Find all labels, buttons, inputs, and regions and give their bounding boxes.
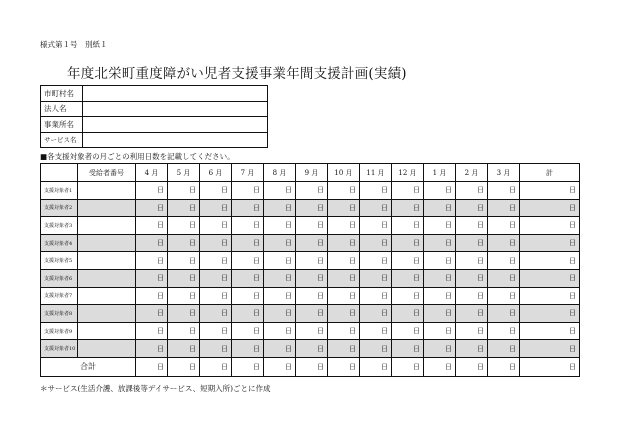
month-total-cell[interactable]: 日 [360, 357, 392, 376]
day-count-cell[interactable]: 日 [328, 305, 360, 323]
day-count-cell[interactable]: 日 [392, 199, 424, 217]
day-count-cell[interactable]: 日 [168, 322, 200, 340]
table-row [41, 287, 580, 305]
day-count-cell[interactable]: 日 [200, 269, 232, 287]
day-count-cell[interactable]: 日 [360, 234, 392, 252]
day-count-cell[interactable]: 日 [232, 340, 264, 358]
day-count-cell[interactable]: 日 [424, 340, 456, 358]
row-label: 支援対象者10 [41, 340, 78, 358]
month-total-cell[interactable]: 日 [456, 357, 488, 376]
day-count-cell[interactable]: 日 [264, 234, 296, 252]
day-count-cell[interactable]: 日 [328, 252, 360, 270]
day-count-cell[interactable]: 日 [488, 322, 520, 340]
day-count-cell[interactable]: 日 [136, 182, 168, 200]
day-count-cell[interactable]: 日 [232, 305, 264, 323]
day-count-cell[interactable]: 日 [168, 234, 200, 252]
day-count-cell[interactable]: 日 [488, 182, 520, 200]
column-header: 12 月 [392, 164, 424, 182]
day-count-cell[interactable]: 日 [328, 199, 360, 217]
day-count-cell[interactable]: 日 [136, 199, 168, 217]
day-count-cell[interactable]: 日 [360, 269, 392, 287]
day-count-cell[interactable]: 日 [232, 217, 264, 235]
recipient-number-cell[interactable] [78, 305, 136, 323]
recipient-number-cell[interactable] [78, 199, 136, 217]
recipient-number-cell[interactable] [78, 182, 136, 200]
day-count-cell[interactable]: 日 [200, 182, 232, 200]
month-total-cell[interactable]: 日 [296, 357, 328, 376]
day-count-cell[interactable]: 日 [392, 340, 424, 358]
day-count-cell[interactable]: 日 [136, 322, 168, 340]
day-count-cell[interactable]: 日 [232, 322, 264, 340]
day-count-cell[interactable]: 日 [168, 340, 200, 358]
month-total-cell[interactable]: 日 [392, 357, 424, 376]
info-field-corporation[interactable] [83, 101, 268, 117]
day-count-cell[interactable]: 日 [456, 269, 488, 287]
row-total-cell[interactable]: 日 [520, 305, 580, 323]
day-count-cell[interactable]: 日 [360, 182, 392, 200]
month-total-cell[interactable]: 日 [136, 357, 168, 376]
day-count-cell[interactable]: 日 [424, 322, 456, 340]
day-count-cell[interactable]: 日 [264, 217, 296, 235]
day-count-cell[interactable]: 日 [360, 199, 392, 217]
info-field-service[interactable] [83, 132, 268, 148]
month-total-cell[interactable]: 日 [232, 357, 264, 376]
day-count-cell[interactable]: 日 [456, 305, 488, 323]
column-header: 8 月 [264, 164, 296, 182]
day-count-cell[interactable]: 日 [264, 322, 296, 340]
day-count-cell[interactable]: 日 [392, 287, 424, 305]
day-count-cell[interactable]: 日 [424, 199, 456, 217]
day-count-cell[interactable]: 日 [168, 305, 200, 323]
total-row [41, 357, 580, 376]
column-header: 6 月 [200, 164, 232, 182]
info-label-service: サービス名 [41, 132, 83, 148]
day-count-cell[interactable]: 日 [296, 252, 328, 270]
day-count-cell[interactable]: 日 [264, 252, 296, 270]
day-count-cell[interactable]: 日 [296, 269, 328, 287]
day-count-cell[interactable]: 日 [296, 182, 328, 200]
day-count-cell[interactable]: 日 [360, 217, 392, 235]
day-count-cell[interactable]: 日 [296, 287, 328, 305]
column-header: 10 月 [328, 164, 360, 182]
day-count-cell[interactable]: 日 [488, 199, 520, 217]
day-count-cell[interactable]: 日 [168, 199, 200, 217]
day-count-cell[interactable]: 日 [392, 234, 424, 252]
day-count-cell[interactable]: 日 [200, 340, 232, 358]
day-count-cell[interactable]: 日 [424, 217, 456, 235]
day-count-cell[interactable]: 日 [168, 182, 200, 200]
day-count-cell[interactable]: 日 [136, 217, 168, 235]
row-total-cell[interactable]: 日 [520, 252, 580, 270]
table-row [41, 269, 580, 287]
table-row [41, 340, 580, 358]
day-count-cell[interactable]: 日 [232, 182, 264, 200]
day-count-cell[interactable]: 日 [328, 182, 360, 200]
day-count-cell[interactable]: 日 [296, 217, 328, 235]
day-count-cell[interactable]: 日 [328, 234, 360, 252]
day-count-cell[interactable]: 日 [200, 252, 232, 270]
column-header: 受給者番号 [78, 164, 136, 182]
day-count-cell[interactable]: 日 [360, 287, 392, 305]
month-total-cell[interactable]: 日 [424, 357, 456, 376]
day-count-cell[interactable]: 日 [232, 252, 264, 270]
day-count-cell[interactable]: 日 [456, 217, 488, 235]
table-row [41, 252, 580, 270]
day-count-cell[interactable]: 日 [232, 234, 264, 252]
day-count-cell[interactable]: 日 [264, 340, 296, 358]
day-count-cell[interactable]: 日 [456, 199, 488, 217]
day-count-cell[interactable]: 日 [328, 322, 360, 340]
day-count-cell[interactable]: 日 [360, 252, 392, 270]
recipient-number-cell[interactable] [78, 322, 136, 340]
row-label: 支援対象者9 [41, 322, 78, 340]
recipient-number-cell[interactable] [78, 234, 136, 252]
day-count-cell[interactable]: 日 [328, 287, 360, 305]
day-count-cell[interactable]: 日 [232, 269, 264, 287]
day-count-cell[interactable]: 日 [200, 322, 232, 340]
day-count-cell[interactable]: 日 [168, 287, 200, 305]
day-count-cell[interactable]: 日 [136, 234, 168, 252]
day-count-cell[interactable]: 日 [456, 234, 488, 252]
day-count-cell[interactable]: 日 [488, 217, 520, 235]
day-count-cell[interactable]: 日 [328, 217, 360, 235]
table-row [41, 234, 580, 252]
day-count-cell[interactable]: 日 [392, 217, 424, 235]
instruction-note: ■各支援対象者の月ごとの利用日数を記載してください。 [40, 152, 235, 161]
day-count-cell[interactable]: 日 [264, 287, 296, 305]
month-total-cell[interactable]: 日 [264, 357, 296, 376]
recipient-number-cell[interactable] [78, 217, 136, 235]
row-total-cell[interactable]: 日 [520, 322, 580, 340]
day-count-cell[interactable]: 日 [136, 305, 168, 323]
month-total-cell[interactable]: 日 [168, 357, 200, 376]
info-field-office[interactable] [83, 117, 268, 133]
row-total-cell[interactable]: 日 [520, 199, 580, 217]
row-total-cell[interactable]: 日 [520, 182, 580, 200]
day-count-cell[interactable]: 日 [424, 305, 456, 323]
day-count-cell[interactable]: 日 [328, 340, 360, 358]
day-count-cell[interactable]: 日 [136, 252, 168, 270]
day-count-cell[interactable]: 日 [264, 305, 296, 323]
form-number: 様式第１号 別紙１ [40, 40, 108, 49]
row-label: 支援対象者7 [41, 287, 78, 305]
day-count-cell[interactable]: 日 [168, 252, 200, 270]
table-row [41, 305, 580, 323]
day-count-cell[interactable]: 日 [264, 199, 296, 217]
info-row-office [41, 117, 268, 133]
column-header: 3 月 [488, 164, 520, 182]
day-count-cell[interactable]: 日 [392, 322, 424, 340]
table-row [41, 199, 580, 217]
usage-days-table [40, 163, 580, 377]
document-title: 年度北栄町重度障がい児者支援事業年間支援計画(実績) [67, 66, 407, 82]
day-count-cell[interactable]: 日 [488, 252, 520, 270]
day-count-cell[interactable]: 日 [200, 217, 232, 235]
recipient-number-cell[interactable] [78, 252, 136, 270]
column-header: 1 月 [424, 164, 456, 182]
column-header: 計 [520, 164, 580, 182]
day-count-cell[interactable]: 日 [456, 252, 488, 270]
day-count-cell[interactable]: 日 [296, 340, 328, 358]
day-count-cell[interactable]: 日 [360, 322, 392, 340]
day-count-cell[interactable]: 日 [136, 340, 168, 358]
table-row [41, 182, 580, 200]
info-label-office: 事業所名 [41, 117, 83, 133]
row-total-cell[interactable]: 日 [520, 234, 580, 252]
row-total-cell[interactable]: 日 [520, 217, 580, 235]
month-total-cell[interactable]: 日 [488, 357, 520, 376]
header-blank [41, 164, 78, 182]
day-count-cell[interactable]: 日 [200, 287, 232, 305]
day-count-cell[interactable]: 日 [488, 340, 520, 358]
day-count-cell[interactable]: 日 [136, 269, 168, 287]
day-count-cell[interactable]: 日 [168, 269, 200, 287]
recipient-number-cell[interactable] [78, 340, 136, 358]
day-count-cell[interactable]: 日 [200, 234, 232, 252]
row-total-cell[interactable]: 日 [520, 340, 580, 358]
day-count-cell[interactable]: 日 [424, 269, 456, 287]
day-count-cell[interactable]: 日 [456, 322, 488, 340]
column-header: 2 月 [456, 164, 488, 182]
day-count-cell[interactable]: 日 [360, 305, 392, 323]
row-total-cell[interactable]: 日 [520, 287, 580, 305]
footnote: ＊サービス(生活介護、放課後等デイサービス、短期入所)ごとに作成 [40, 384, 271, 393]
day-count-cell[interactable]: 日 [296, 234, 328, 252]
info-field-municipality[interactable] [83, 86, 268, 102]
day-count-cell[interactable]: 日 [488, 234, 520, 252]
row-total-cell[interactable]: 日 [520, 269, 580, 287]
day-count-cell[interactable]: 日 [424, 252, 456, 270]
recipient-number-cell[interactable] [78, 269, 136, 287]
info-row-service [41, 132, 268, 148]
day-count-cell[interactable]: 日 [488, 269, 520, 287]
column-header: 11 月 [360, 164, 392, 182]
row-label: 支援対象者5 [41, 252, 78, 270]
day-count-cell[interactable]: 日 [392, 269, 424, 287]
day-count-cell[interactable]: 日 [424, 234, 456, 252]
row-label: 支援対象者6 [41, 269, 78, 287]
day-count-cell[interactable]: 日 [232, 287, 264, 305]
table-row [41, 322, 580, 340]
column-header: 4 月 [136, 164, 168, 182]
day-count-cell[interactable]: 日 [232, 199, 264, 217]
day-count-cell[interactable]: 日 [456, 182, 488, 200]
day-count-cell[interactable]: 日 [424, 182, 456, 200]
row-label: 支援対象者4 [41, 234, 78, 252]
table-header-row [41, 164, 580, 182]
table-row [41, 217, 580, 235]
day-count-cell[interactable]: 日 [424, 287, 456, 305]
row-label: 支援対象者1 [41, 182, 78, 200]
row-label: 支援対象者3 [41, 217, 78, 235]
day-count-cell[interactable]: 日 [392, 182, 424, 200]
day-count-cell[interactable]: 日 [264, 269, 296, 287]
day-count-cell[interactable]: 日 [328, 269, 360, 287]
grand-total-cell[interactable]: 日 [520, 357, 580, 376]
info-row-municipality [41, 86, 268, 102]
day-count-cell[interactable]: 日 [296, 322, 328, 340]
month-total-cell[interactable]: 日 [328, 357, 360, 376]
column-header: 9 月 [296, 164, 328, 182]
day-count-cell[interactable]: 日 [360, 340, 392, 358]
row-label: 支援対象者2 [41, 199, 78, 217]
info-table [40, 85, 268, 148]
info-label-corporation: 法人名 [41, 101, 83, 117]
month-total-cell[interactable]: 日 [200, 357, 232, 376]
column-header: 7 月 [232, 164, 264, 182]
recipient-number-cell[interactable] [78, 287, 136, 305]
day-count-cell[interactable]: 日 [456, 287, 488, 305]
info-label-municipality: 市町村名 [41, 86, 83, 102]
day-count-cell[interactable]: 日 [200, 305, 232, 323]
column-header: 5 月 [168, 164, 200, 182]
day-count-cell[interactable]: 日 [488, 305, 520, 323]
day-count-cell[interactable]: 日 [296, 305, 328, 323]
day-count-cell[interactable]: 日 [488, 287, 520, 305]
day-count-cell[interactable]: 日 [136, 287, 168, 305]
row-label: 支援対象者8 [41, 305, 78, 323]
day-count-cell[interactable]: 日 [392, 305, 424, 323]
day-count-cell[interactable]: 日 [392, 252, 424, 270]
day-count-cell[interactable]: 日 [296, 199, 328, 217]
day-count-cell[interactable]: 日 [200, 199, 232, 217]
day-count-cell[interactable]: 日 [456, 340, 488, 358]
total-label: 合計 [41, 357, 136, 376]
day-count-cell[interactable]: 日 [168, 217, 200, 235]
day-count-cell[interactable]: 日 [264, 182, 296, 200]
info-row-corporation [41, 101, 268, 117]
